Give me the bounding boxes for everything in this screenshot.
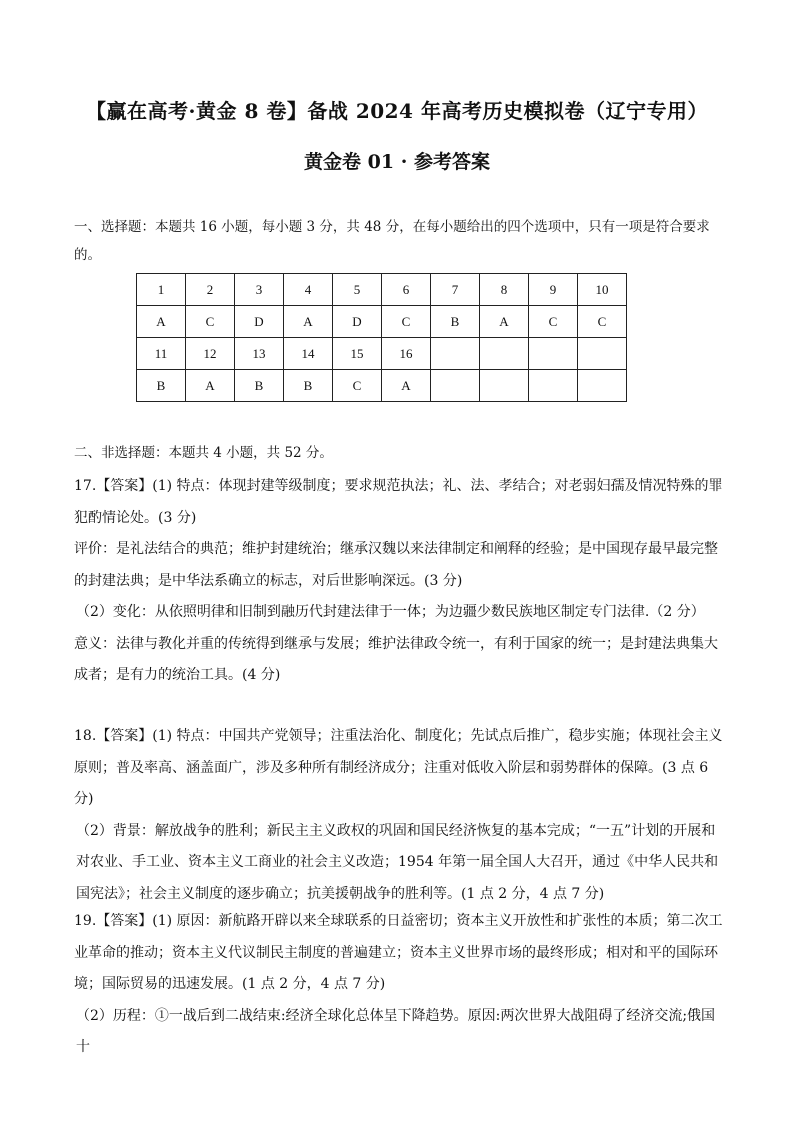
table-cell: 9 bbox=[529, 274, 578, 306]
table-cell: 6 bbox=[382, 274, 431, 306]
table-cell: 5 bbox=[333, 274, 382, 306]
table-cell bbox=[578, 338, 627, 370]
table-cell: C bbox=[529, 306, 578, 338]
answer-table bbox=[136, 273, 627, 402]
table-cell: B bbox=[284, 370, 333, 402]
table-cell: 1 bbox=[137, 274, 186, 306]
table-cell: 3 bbox=[235, 274, 284, 306]
table-cell: A bbox=[480, 306, 529, 338]
table-cell: A bbox=[284, 306, 333, 338]
document-subtitle: 黄金卷 01 · 参考答案 bbox=[304, 151, 490, 173]
section-nonchoice-heading: 二、非选择题：本题共 4 小题，共 52 分。 bbox=[74, 445, 333, 461]
table-cell: A bbox=[382, 370, 431, 402]
table-cell: 14 bbox=[284, 338, 333, 370]
answer-19-line: 19.【答案】(1) 原因：新航路开辟以来全球联系的日益密切；资本主义开放性和扩张性的本质；第二次工业革命的推动；资本主义代议制民主制度的普遍建立；资本主义世界市场的最终形成；相对和平的国际环境；国际贸易的迅速发展。(1 点 2 分，4 点 7 分) bbox=[74, 913, 723, 992]
table-cell: A bbox=[137, 306, 186, 338]
table-cell bbox=[480, 370, 529, 402]
answer-17-line: 评价：是礼法结合的典范；维护封建统治；继承汉魏以来法律制定和阐释的经验；是中国现存最早最完整的封建法典；是中华法系确立的标志，对后世影响深远。(3 分) bbox=[74, 541, 718, 589]
table-cell: 4 bbox=[284, 274, 333, 306]
table-cell: 13 bbox=[235, 338, 284, 370]
table-row bbox=[137, 338, 627, 370]
table-cell: B bbox=[235, 370, 284, 402]
answer-19-line: （2）历程：①一战后到二战结束:经济全球化总体呈下降趋势。原因:两次世界大战阻碍了经济交流;俄国十 bbox=[76, 1007, 716, 1055]
table-cell: C bbox=[382, 306, 431, 338]
table-cell: 12 bbox=[186, 338, 235, 370]
table-cell: 11 bbox=[137, 338, 186, 370]
table-row bbox=[137, 274, 627, 306]
table-cell bbox=[529, 338, 578, 370]
table-cell bbox=[578, 370, 627, 402]
answer-17-line: 17.【答案】(1) 特点：体现封建等级制度；要求规范执法；礼、法、孝结合；对老弱妇孺及情况特殊的罪犯酌情论处。(3 分) bbox=[74, 478, 723, 526]
table-row bbox=[137, 306, 627, 338]
section-choice-heading: 一、选择题：本题共 16 小题，每小题 3 分，共 48 分，在每小题给出的四个选项中，只有一项是符合要求的。 bbox=[74, 219, 710, 263]
answer-18-line: 18.【答案】(1) 特点：中国共产党领导；注重法治化、制度化；先试点后推广，稳步实施；体现社会主义原则；普及率高、涵盖面广，涉及多种所有制经济成分；注重对低收入阶层和弱势群体的保障。(3 点 6 分) bbox=[74, 728, 723, 807]
answer-17 bbox=[74, 471, 726, 692]
document-title: 【赢在高考·黄金 8 卷】备战 2024 年高考历史模拟卷（辽宁专用） bbox=[86, 99, 708, 123]
table-cell: C bbox=[578, 306, 627, 338]
table-cell bbox=[431, 370, 480, 402]
table-cell: D bbox=[235, 306, 284, 338]
table-cell: A bbox=[186, 370, 235, 402]
table-cell: C bbox=[333, 370, 382, 402]
table-row bbox=[137, 370, 627, 402]
table-cell bbox=[480, 338, 529, 370]
table-cell bbox=[431, 338, 480, 370]
table-cell: D bbox=[333, 306, 382, 338]
table-cell: B bbox=[137, 370, 186, 402]
answer-18 bbox=[74, 721, 726, 910]
answer-19 bbox=[74, 906, 726, 1064]
answer-18-line: （2）背景：解放战争的胜利；新民主主义政权的巩固和国民经济恢复的基本完成；“一五”计划的开展和对农业、手工业、资本主义工商业的社会主义改造；1954 年第一届全国人大召开，通过《中华人民共和国宪法》；社会主义制度的逐步确立；抗美援朝战争的胜利等。(1 点 2 分，4 点 7 分) bbox=[76, 822, 719, 902]
table-cell: 15 bbox=[333, 338, 382, 370]
table-cell: 2 bbox=[186, 274, 235, 306]
table-cell: B bbox=[431, 306, 480, 338]
table-cell: C bbox=[186, 306, 235, 338]
table-cell bbox=[529, 370, 578, 402]
table-cell: 10 bbox=[578, 274, 627, 306]
table-cell: 8 bbox=[480, 274, 529, 306]
answer-17-line: （2）变化：从依照明律和旧制到融历代封建法律于一体；为边疆少数民族地区制定专门法律.（2 分） bbox=[76, 604, 705, 620]
table-cell: 16 bbox=[382, 338, 431, 370]
table-cell: 7 bbox=[431, 274, 480, 306]
answer-17-line: 意义：法律与教化并重的传统得到继承与发展；维护法律政令统一，有利于国家的统一；是封建法典集大成者；是有力的统治工具。(4 分) bbox=[74, 635, 718, 683]
